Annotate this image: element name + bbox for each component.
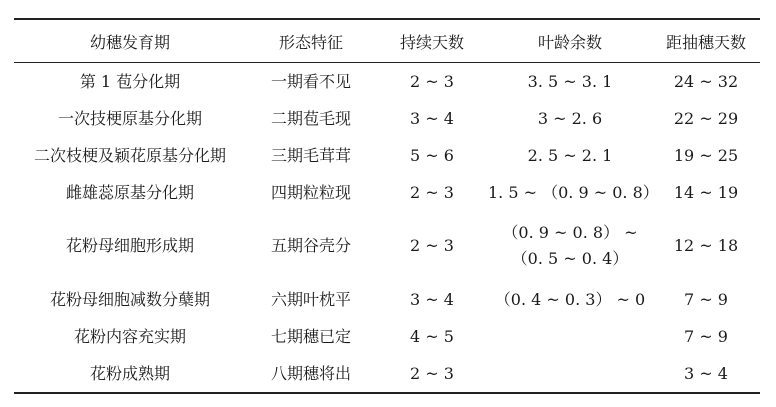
- cell-stage: 花粉母细胞形成期: [65, 236, 194, 255]
- cell-feature: 一期看不见: [270, 71, 351, 91]
- cell-days-to-heading: 12 ~ 18: [673, 236, 739, 255]
- cell-days-to-heading: 14 ~ 19: [673, 182, 739, 202]
- cell-duration: 3 ~ 4: [410, 289, 454, 309]
- cell-stage: 花粉成熟期: [14, 355, 246, 393]
- cell-feature: 三期毛茸茸: [270, 145, 351, 165]
- cell-leaf-remaining: [488, 281, 652, 318]
- cell-leaf-remaining: [488, 137, 652, 174]
- cell-stage: 一次技梗原基分化期: [57, 108, 202, 128]
- table-row: [14, 211, 760, 281]
- cell-duration: 2 ~ 3: [376, 355, 488, 393]
- header-duration: 持续天数: [376, 19, 488, 63]
- cell-leaf-remaining: [488, 63, 652, 101]
- cell-days-to-heading: 7 ~ 9: [684, 326, 728, 346]
- cell-feature: 五期谷壳分: [270, 236, 351, 255]
- table-row: [14, 174, 760, 211]
- cell-days-to-heading: 7 ~ 9: [684, 289, 728, 309]
- cell-leaf-remaining: [488, 211, 652, 281]
- table-body: [14, 63, 760, 394]
- header-stage: 幼穗发育期: [14, 19, 246, 63]
- leaf-remaining-line: 1. 5 ~ （0. 9 ~ 0. 8）: [488, 182, 659, 202]
- cell-leaf-remaining: [488, 318, 652, 355]
- table-row: [14, 137, 760, 174]
- header-row: [14, 19, 760, 63]
- cell-stage: 第 1 苞分化期: [79, 71, 181, 91]
- cell-days-to-heading: 24 ~ 32: [673, 71, 739, 91]
- cell-leaf-remaining: [488, 355, 652, 393]
- panicle-development-table: [14, 18, 760, 394]
- panicle-development-table-container: [14, 18, 760, 394]
- cell-feature: 六期叶枕平: [270, 289, 351, 309]
- cell-stage: 花粉母细胞减数分蘖期: [49, 289, 210, 309]
- table-row: [14, 281, 760, 318]
- cell-days-to-heading: 3 ~ 4: [652, 355, 760, 393]
- cell-feature: 七期穗已定: [270, 326, 351, 346]
- cell-leaf-remaining: [488, 174, 659, 211]
- header-days-to-heading: 距抽穗天数: [652, 19, 760, 63]
- cell-duration: 3 ~ 4: [410, 108, 454, 128]
- leaf-remaining-line: （0. 9 ~ 0. 8） ~: [502, 223, 638, 242]
- header-feature: 形态特征: [246, 19, 376, 63]
- table-row: [14, 318, 760, 355]
- cell-duration: 2 ~ 3: [410, 182, 454, 202]
- leaf-remaining-line: （0. 5 ~ 0. 4）: [511, 249, 629, 268]
- cell-duration: 4 ~ 5: [410, 326, 454, 346]
- cell-days-to-heading: 22 ~ 29: [673, 108, 739, 128]
- table-row: [14, 100, 760, 137]
- cell-duration: 2 ~ 3: [410, 236, 454, 255]
- cell-stage: 花粉内容充实期: [73, 326, 186, 346]
- table-header: [14, 19, 760, 63]
- header-leaf-remaining: 叶龄余数: [488, 19, 652, 63]
- leaf-remaining-line: 3 ~ 2. 6: [537, 108, 603, 128]
- cell-stage: 雌雄蕊原基分化期: [65, 182, 194, 202]
- cell-duration: 2 ~ 3: [410, 71, 454, 91]
- table-row: [14, 63, 760, 101]
- cell-leaf-remaining: [488, 100, 652, 137]
- cell-feature: 二期苞毛现: [270, 108, 351, 128]
- table-row: [14, 355, 760, 393]
- cell-feature: 四期粒粒现: [270, 182, 351, 202]
- cell-duration: 5 ~ 6: [410, 145, 454, 165]
- cell-days-to-heading: 19 ~ 25: [673, 145, 739, 165]
- cell-stage: 二次枝梗及颖花原基分化期: [33, 145, 226, 165]
- leaf-remaining-line: （0. 4 ~ 0. 3） ~ 0: [494, 289, 646, 309]
- cell-feature: 八期穗将出: [246, 355, 376, 393]
- leaf-remaining-line: 2. 5 ~ 2. 1: [527, 145, 613, 165]
- leaf-remaining-line: 3. 5 ~ 3. 1: [527, 71, 613, 91]
